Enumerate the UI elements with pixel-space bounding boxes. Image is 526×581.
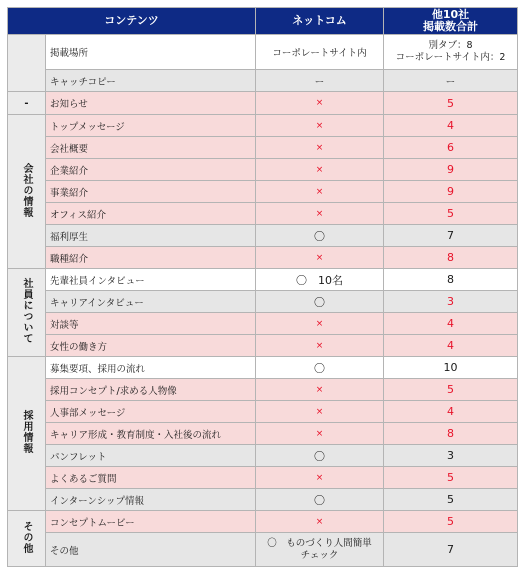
row-company: × <box>256 467 384 489</box>
category-blank <box>8 35 46 92</box>
row-item: パンフレット <box>46 445 256 467</box>
table-row <box>8 379 518 401</box>
header-others <box>384 8 518 35</box>
row-item: 採用コンセプト/求める人物像 <box>46 379 256 401</box>
row-others: 9 <box>384 159 518 181</box>
table-row <box>8 423 518 445</box>
category-other-label: その他 <box>21 520 32 554</box>
row-others: 8 <box>384 269 518 291</box>
category-employees-label: 社員について <box>21 278 32 344</box>
row-others: 5 <box>384 92 518 115</box>
row-item: キャリアインタビュー <box>46 291 256 313</box>
table-row <box>8 445 518 467</box>
category-misc: - <box>8 92 46 115</box>
table-row <box>8 489 518 511</box>
row-item: 福利厚生 <box>46 225 256 247</box>
table-row <box>8 35 518 70</box>
category-company-info-label: 会社の情報 <box>21 162 32 218</box>
row-others: 5 <box>384 203 518 225</box>
category-company-info <box>8 115 46 269</box>
row-company-line1: 〇 ものづくり人間簡単 <box>267 537 372 549</box>
table-row <box>8 269 518 291</box>
row-item: 対談等 <box>46 313 256 335</box>
table-row <box>8 92 518 115</box>
header-row <box>8 8 518 35</box>
table-row <box>8 401 518 423</box>
row-company: 〇 10名 <box>256 269 384 291</box>
row-company: × <box>256 511 384 533</box>
row-others: 4 <box>384 115 518 137</box>
row-company: 〇 <box>256 291 384 313</box>
table-row <box>8 357 518 379</box>
category-recruit-label: 採用情報 <box>21 410 32 454</box>
table-row <box>8 247 518 269</box>
row-company: × <box>256 247 384 269</box>
row-item: キャリア形成・教育制度・入社後の流れ <box>46 423 256 445</box>
row-item: 企業紹介 <box>46 159 256 181</box>
table-row <box>8 225 518 247</box>
row-item: 事業紹介 <box>46 181 256 203</box>
header-company: ネットコム <box>256 8 384 35</box>
row-company-line2: チェック <box>300 549 339 561</box>
row-others: ー <box>384 70 518 92</box>
row-company: × <box>256 313 384 335</box>
row-item: キャッチコピー <box>46 70 256 92</box>
row-others: 5 <box>384 379 518 401</box>
row-company: × <box>256 379 384 401</box>
row-others: 5 <box>384 467 518 489</box>
row-company: × <box>256 335 384 357</box>
row-company: × <box>256 159 384 181</box>
row-item: お知らせ <box>46 92 256 115</box>
row-company: 〇 <box>256 225 384 247</box>
header-contents: コンテンツ <box>8 8 256 35</box>
row-item: 女性の働き方 <box>46 335 256 357</box>
row-others-line2: コーポレートサイト内：2 <box>395 52 506 63</box>
table-row <box>8 335 518 357</box>
row-others: 8 <box>384 423 518 445</box>
row-others: 5 <box>384 489 518 511</box>
row-item: インターンシップ情報 <box>46 489 256 511</box>
table-row <box>8 137 518 159</box>
table-row <box>8 313 518 335</box>
table-row <box>8 159 518 181</box>
category-employees <box>8 269 46 357</box>
row-others-line1: 別タブ：8 <box>428 40 473 51</box>
row-item: 会社概要 <box>46 137 256 159</box>
row-company: × <box>256 115 384 137</box>
row-company: コーポレートサイト内 <box>256 35 384 70</box>
row-company: 〇 <box>256 445 384 467</box>
row-item: 掲載場所 <box>46 35 256 70</box>
row-company <box>256 533 384 567</box>
row-others: 9 <box>384 181 518 203</box>
row-item: 先輩社員インタビュー <box>46 269 256 291</box>
row-others: 4 <box>384 313 518 335</box>
row-company: × <box>256 401 384 423</box>
table-row <box>8 533 518 567</box>
table-row <box>8 467 518 489</box>
row-item: 募集要項、採用の流れ <box>46 357 256 379</box>
header-others-line1: 他10社 <box>431 8 470 21</box>
row-company: × <box>256 92 384 115</box>
row-company: × <box>256 181 384 203</box>
table-row <box>8 511 518 533</box>
row-others: 6 <box>384 137 518 159</box>
row-others: 3 <box>384 445 518 467</box>
row-others: 7 <box>384 533 518 567</box>
table-row <box>8 203 518 225</box>
row-item: コンセプトムービー <box>46 511 256 533</box>
category-other <box>8 511 46 567</box>
category-recruit <box>8 357 46 511</box>
row-others: 4 <box>384 335 518 357</box>
row-company: × <box>256 203 384 225</box>
row-company: × <box>256 137 384 159</box>
row-company: × <box>256 423 384 445</box>
row-others <box>384 35 518 70</box>
row-item: その他 <box>46 533 256 567</box>
row-item: オフィス紹介 <box>46 203 256 225</box>
row-item: 人事部メッセージ <box>46 401 256 423</box>
row-others: 3 <box>384 291 518 313</box>
table-row <box>8 291 518 313</box>
row-company: 〇 <box>256 357 384 379</box>
table-row <box>8 115 518 137</box>
row-others: 10 <box>384 357 518 379</box>
row-item: トップメッセージ <box>46 115 256 137</box>
row-others: 5 <box>384 511 518 533</box>
comparison-table <box>7 7 518 567</box>
row-company: ー <box>256 70 384 92</box>
row-others: 4 <box>384 401 518 423</box>
row-company: 〇 <box>256 489 384 511</box>
row-others: 8 <box>384 247 518 269</box>
header-others-line2: 掲載数合計 <box>423 20 479 33</box>
row-item: よくあるご質問 <box>46 467 256 489</box>
row-others: 7 <box>384 225 518 247</box>
table-row <box>8 181 518 203</box>
table-row <box>8 70 518 92</box>
row-item: 職種紹介 <box>46 247 256 269</box>
